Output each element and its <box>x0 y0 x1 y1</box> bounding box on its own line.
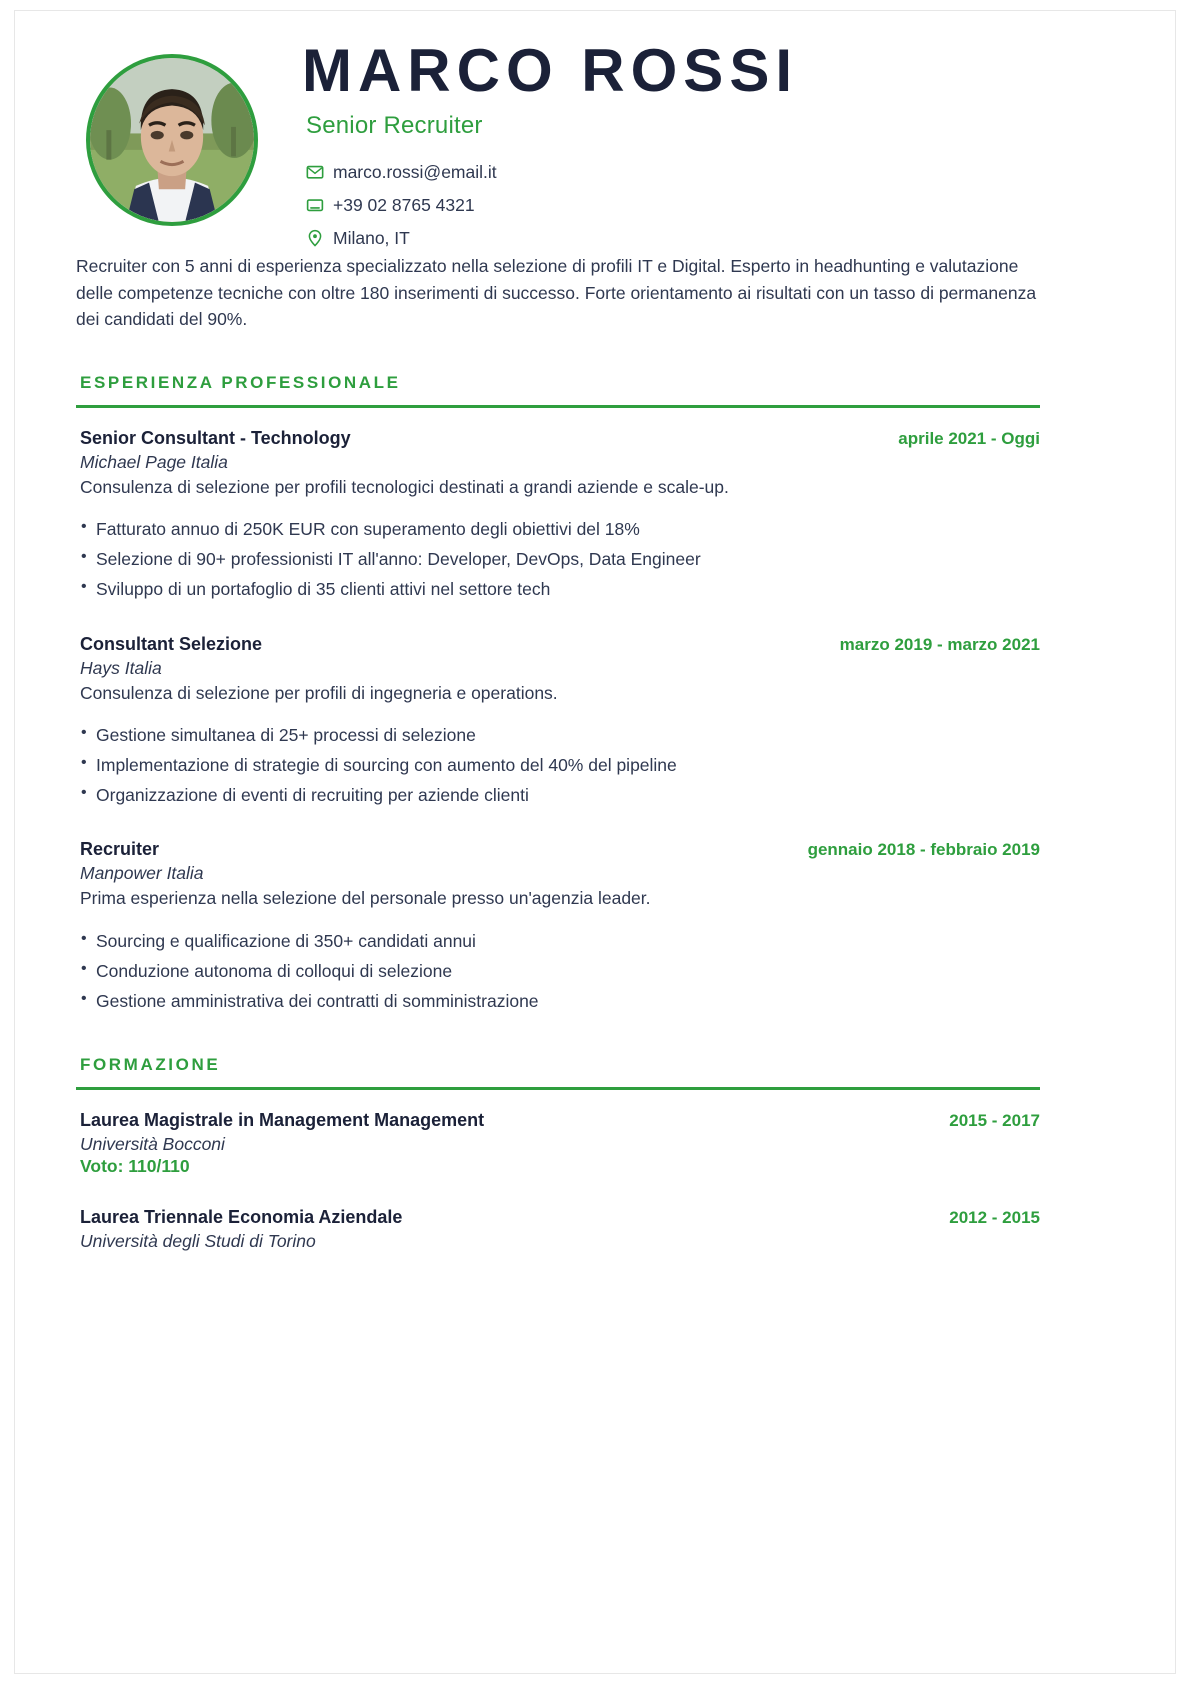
entry-date-range: gennaio 2018 - febbraio 2019 <box>807 840 1040 860</box>
resume-header <box>76 39 1040 247</box>
resume-entry <box>76 839 1040 1015</box>
list-item: • Selezione di 90+ professionisti IT all'anno: Developer, DevOps, Data Engineer <box>76 546 1040 573</box>
entry-title: Laurea Triennale Economia Aziendale <box>80 1207 403 1228</box>
contact-phone-value: +39 02 8765 4321 <box>333 194 475 215</box>
entry-bullet-list <box>76 516 1040 603</box>
entry-description: Prima esperienza nella selezione del personale presso un'agenzia leader. <box>80 888 651 909</box>
contact-phone[interactable] <box>306 195 1040 216</box>
entry-title: Senior Consultant - Technology <box>80 427 351 448</box>
header-text-block <box>302 39 1040 261</box>
email-icon <box>306 163 324 181</box>
job-role-subtitle: Senior Recruiter <box>306 111 483 139</box>
avatar <box>86 54 258 226</box>
entry-title: Consultant Selezione <box>80 633 263 654</box>
entry-description: Consulenza di selezione per profili tecnologici destinati a grandi aziende e scale-up. <box>80 476 729 497</box>
list-item: • Fatturato annuo di 250K EUR con superamento degli obiettivi del 18% <box>76 516 1040 543</box>
entry-date-range: 2012 - 2015 <box>949 1208 1040 1228</box>
entry-date-range: 2015 - 2017 <box>949 1111 1040 1131</box>
entry-organization: Michael Page Italia <box>80 451 228 472</box>
entry-description: Consulenza di selezione per profili di ingegneria e operations. <box>80 682 558 703</box>
list-item: • Sviluppo di un portafoglio di 35 clienti attivi nel settore tech <box>76 576 1040 603</box>
entry-organization: Università Bocconi <box>80 1134 225 1155</box>
entry-organization: Manpower Italia <box>80 863 204 884</box>
resume-section <box>76 373 1040 1015</box>
contact-location[interactable] <box>306 228 1040 249</box>
entry-header <box>76 428 1040 449</box>
list-item: • Gestione simultanea di 25+ processi di selezione <box>76 722 1040 749</box>
entry-organization: Università degli Studi di Torino <box>80 1231 316 1252</box>
resume-entry <box>76 1110 1040 1177</box>
entry-header <box>76 1110 1040 1131</box>
entry-bullet-list <box>76 928 1040 1015</box>
entry-date-range: marzo 2019 - marzo 2021 <box>839 634 1040 654</box>
resume-entry <box>76 428 1040 604</box>
list-item: • Sourcing e qualificazione di 350+ candidati annui <box>76 928 1040 955</box>
list-item: • Conduzione autonoma di colloqui di selezione <box>76 958 1040 985</box>
profile-photo-icon <box>90 58 254 222</box>
resume-sections <box>76 373 1040 1252</box>
list-item: • Gestione amministrativa dei contratti di somministrazione <box>76 988 1040 1015</box>
entry-date-range: aprile 2021 - Oggi <box>898 428 1040 448</box>
contact-email-value: marco.rossi@email.it <box>333 161 497 182</box>
list-item: • Organizzazione di eventi di recruiting per aziende clienti <box>76 782 1040 809</box>
section-title: FORMAZIONE <box>80 1055 221 1075</box>
list-item: • Implementazione di strategie di sourcing con aumento del 40% del pipeline <box>76 752 1040 779</box>
entry-header <box>76 1207 1040 1228</box>
entry-organization: Hays Italia <box>80 657 162 678</box>
resume-section <box>76 1055 1040 1252</box>
entry-title: Laurea Magistrale in Management Management <box>80 1110 485 1131</box>
professional-summary: Recruiter con 5 anni di esperienza specializzato nella selezione di profili IT e Digital. Esperto in headhunting e valutazione delle competenze tecniche con oltre 180 inserimenti di successo. Forte orientamento ai risultati con un tasso di permanenza dei candidati del 90%. <box>76 256 1037 330</box>
phone-icon <box>306 196 324 214</box>
entry-header <box>76 634 1040 655</box>
contact-list <box>306 162 1040 249</box>
resume-entry <box>76 1207 1040 1252</box>
section-divider <box>76 405 1040 408</box>
entry-grade: Voto: 110/110 <box>80 1156 190 1177</box>
location-pin-icon <box>306 229 324 247</box>
resume-content <box>76 39 1040 1252</box>
contact-location-value: Milano, IT <box>333 227 410 248</box>
entry-title: Recruiter <box>80 839 160 860</box>
contact-email[interactable] <box>306 162 1040 183</box>
section-title: ESPERIENZA PROFESSIONALE <box>80 372 401 392</box>
page-title: MARCO ROSSI <box>302 37 799 104</box>
entry-bullet-list <box>76 722 1040 809</box>
resume-sheet <box>14 10 1176 1674</box>
section-divider <box>76 1087 1040 1090</box>
entry-header <box>76 839 1040 860</box>
resume-entry <box>76 634 1040 810</box>
